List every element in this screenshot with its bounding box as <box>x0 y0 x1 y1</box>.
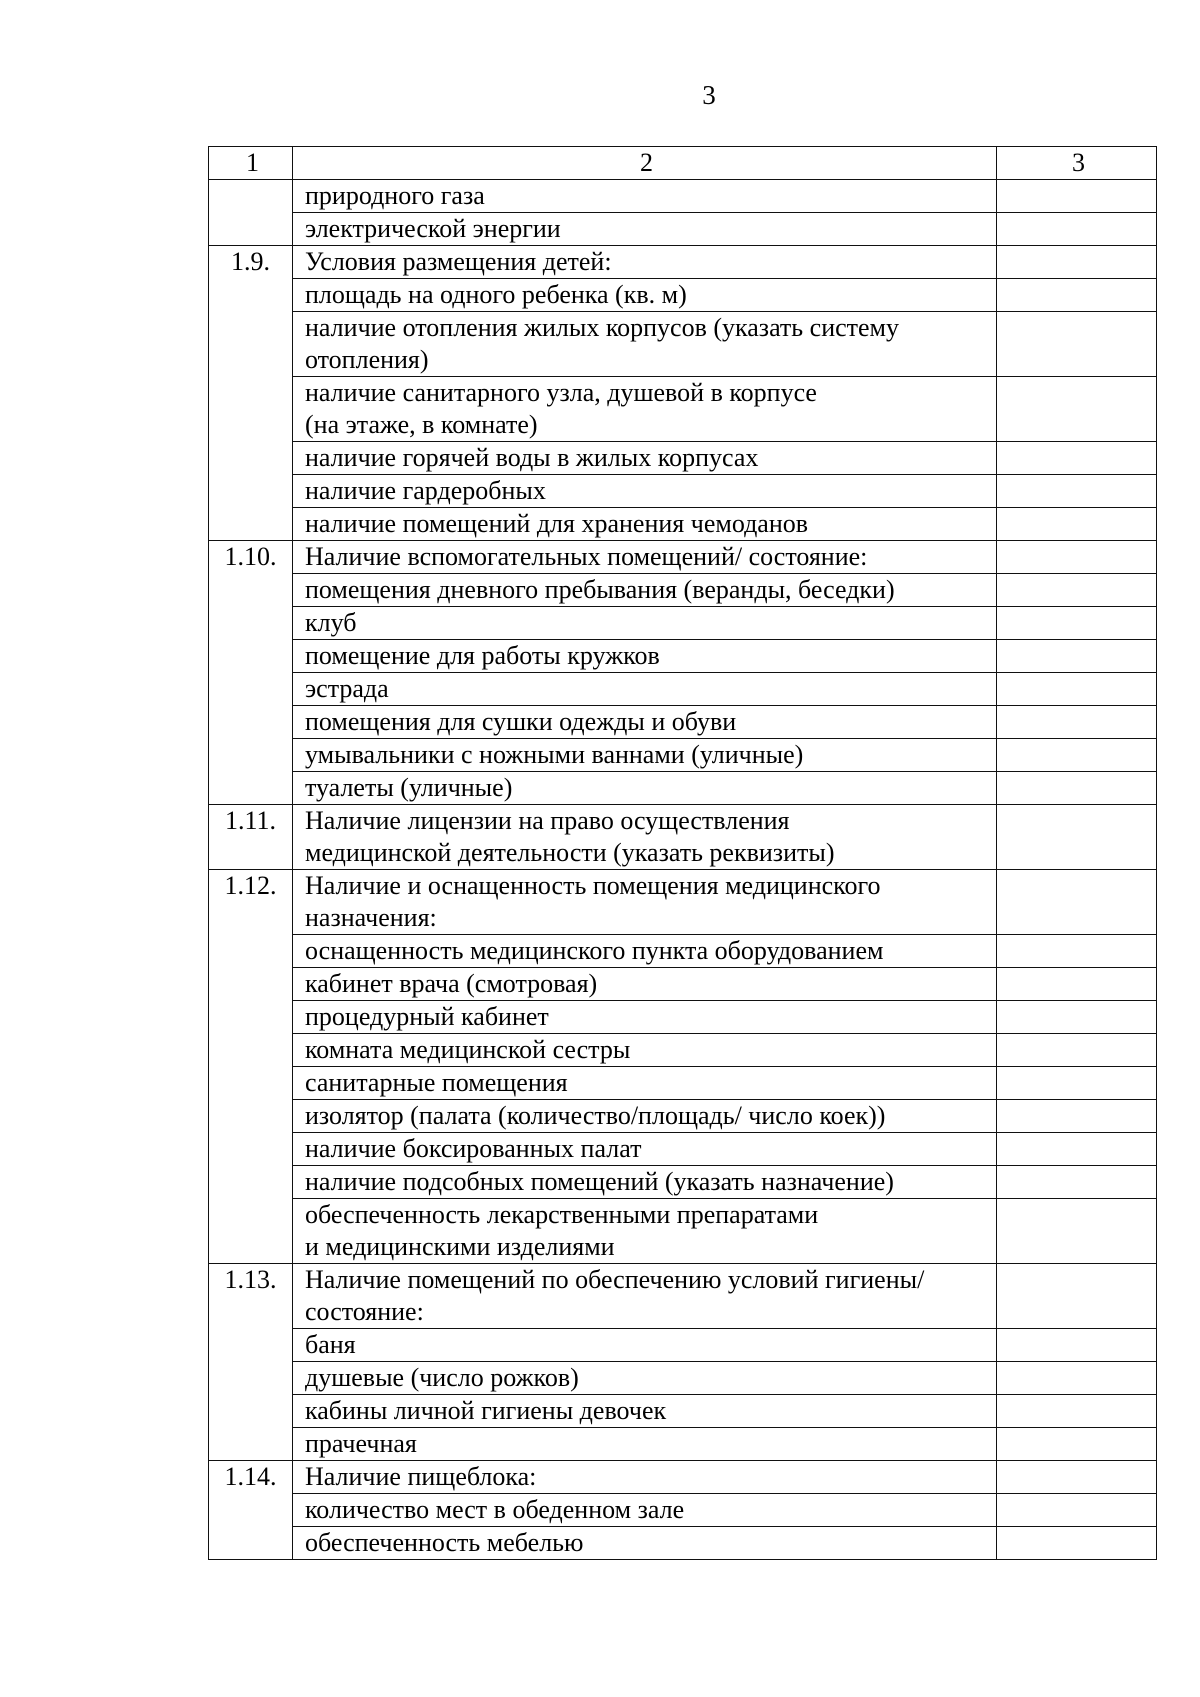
row-description: баня <box>293 1329 997 1362</box>
row-value-cell[interactable] <box>997 805 1157 870</box>
row-value-cell[interactable] <box>997 935 1157 968</box>
table-row <box>209 1001 1157 1034</box>
table-row <box>209 1428 1157 1461</box>
row-value-cell[interactable] <box>997 1362 1157 1395</box>
table-row <box>209 442 1157 475</box>
table-row <box>209 1329 1157 1362</box>
table-row <box>209 1264 1157 1329</box>
row-description: наличие помещений для хранения чемоданов <box>293 508 997 541</box>
row-value-cell[interactable] <box>997 1527 1157 1560</box>
row-value-cell[interactable] <box>997 541 1157 574</box>
column-header-3: 3 <box>997 147 1157 180</box>
row-value-cell[interactable] <box>997 312 1157 377</box>
table-row <box>209 1067 1157 1100</box>
table-row <box>209 1362 1157 1395</box>
row-value-cell[interactable] <box>997 1264 1157 1329</box>
section-number: 1.13. <box>209 1264 293 1461</box>
row-description: природного газа <box>293 180 997 213</box>
row-description: наличие боксированных палат <box>293 1133 997 1166</box>
row-description: кабинет врача (смотровая) <box>293 968 997 1001</box>
row-description: Условия размещения детей: <box>293 246 997 279</box>
table-row <box>209 935 1157 968</box>
row-description: наличие отопления жилых корпусов (указать систему отопления) <box>293 312 997 377</box>
section-number: 1.9. <box>209 246 293 541</box>
row-description: прачечная <box>293 1428 997 1461</box>
row-description: Наличие вспомогательных помещений/ состояние: <box>293 541 997 574</box>
table-row <box>209 1199 1157 1264</box>
row-value-cell[interactable] <box>997 246 1157 279</box>
row-description: помещения для сушки одежды и обуви <box>293 706 997 739</box>
table-row <box>209 1133 1157 1166</box>
page-number: 3 <box>702 80 716 110</box>
row-description: количество мест в обеденном зале <box>293 1494 997 1527</box>
row-description: умывальники с ножными ваннами (уличные) <box>293 739 997 772</box>
row-value-cell[interactable] <box>997 772 1157 805</box>
row-value-cell[interactable] <box>997 1199 1157 1264</box>
table-row <box>209 377 1157 442</box>
table-row <box>209 1461 1157 1494</box>
row-value-cell[interactable] <box>997 213 1157 246</box>
section-number: 1.14. <box>209 1461 293 1560</box>
section-number: 1.11. <box>209 805 293 870</box>
form-table <box>208 146 1157 1560</box>
table-row <box>209 968 1157 1001</box>
row-value-cell[interactable] <box>997 279 1157 312</box>
table-row <box>209 180 1157 213</box>
row-value-cell[interactable] <box>997 706 1157 739</box>
row-value-cell[interactable] <box>997 1494 1157 1527</box>
row-description: площадь на одного ребенка (кв. м) <box>293 279 997 312</box>
row-description: процедурный кабинет <box>293 1001 997 1034</box>
row-description: наличие санитарного узла, душевой в корпусе (на этаже, в комнате) <box>293 377 997 442</box>
table-row <box>209 213 1157 246</box>
row-description: обеспеченность лекарственными препаратами и медицинскими изделиями <box>293 1199 997 1264</box>
row-value-cell[interactable] <box>997 1034 1157 1067</box>
table-row <box>209 1395 1157 1428</box>
row-value-cell[interactable] <box>997 1001 1157 1034</box>
table-row <box>209 541 1157 574</box>
row-description: наличие гардеробных <box>293 475 997 508</box>
section-number <box>209 180 293 246</box>
table-row <box>209 1034 1157 1067</box>
table-row <box>209 772 1157 805</box>
row-description: оснащенность медицинского пункта оборудованием <box>293 935 997 968</box>
table-row <box>209 312 1157 377</box>
row-value-cell[interactable] <box>997 968 1157 1001</box>
row-value-cell[interactable] <box>997 673 1157 706</box>
row-value-cell[interactable] <box>997 1166 1157 1199</box>
row-value-cell[interactable] <box>997 607 1157 640</box>
row-description: клуб <box>293 607 997 640</box>
table-row <box>209 1166 1157 1199</box>
row-value-cell[interactable] <box>997 1395 1157 1428</box>
row-value-cell[interactable] <box>997 442 1157 475</box>
row-description: кабины личной гигиены девочек <box>293 1395 997 1428</box>
table-row <box>209 805 1157 870</box>
row-value-cell[interactable] <box>997 377 1157 442</box>
row-value-cell[interactable] <box>997 1067 1157 1100</box>
row-description: наличие подсобных помещений (указать назначение) <box>293 1166 997 1199</box>
row-description: Наличие и оснащенность помещения медицинского назначения: <box>293 870 997 935</box>
row-value-cell[interactable] <box>997 1428 1157 1461</box>
table-row <box>209 607 1157 640</box>
row-description: санитарные помещения <box>293 1067 997 1100</box>
table-row <box>209 1494 1157 1527</box>
row-description: электрической энергии <box>293 213 997 246</box>
row-description: наличие горячей воды в жилых корпусах <box>293 442 997 475</box>
column-header-1: 1 <box>209 147 293 180</box>
row-description: туалеты (уличные) <box>293 772 997 805</box>
row-value-cell[interactable] <box>997 870 1157 935</box>
row-value-cell[interactable] <box>997 640 1157 673</box>
column-header-2: 2 <box>293 147 997 180</box>
table-row <box>209 739 1157 772</box>
row-description: Наличие помещений по обеспечению условий гигиены/ состояние: <box>293 1264 997 1329</box>
row-description: комната медицинской сестры <box>293 1034 997 1067</box>
row-description: эстрада <box>293 673 997 706</box>
section-number: 1.10. <box>209 541 293 805</box>
table-row <box>209 640 1157 673</box>
section-number: 1.12. <box>209 870 293 1264</box>
row-value-cell[interactable] <box>997 739 1157 772</box>
row-description: обеспеченность мебелью <box>293 1527 997 1560</box>
table-row <box>209 1100 1157 1133</box>
table-row <box>209 246 1157 279</box>
row-value-cell[interactable] <box>997 1133 1157 1166</box>
table-row <box>209 870 1157 935</box>
row-value-cell[interactable] <box>997 475 1157 508</box>
row-value-cell[interactable] <box>997 1100 1157 1133</box>
row-value-cell[interactable] <box>997 508 1157 541</box>
row-description: душевые (число рожков) <box>293 1362 997 1395</box>
table-row <box>209 279 1157 312</box>
table-row <box>209 475 1157 508</box>
table-header-row <box>209 147 1157 180</box>
row-value-cell[interactable] <box>997 1329 1157 1362</box>
table-row <box>209 1527 1157 1560</box>
table-row <box>209 508 1157 541</box>
table-row <box>209 706 1157 739</box>
row-value-cell[interactable] <box>997 180 1157 213</box>
table-row <box>209 673 1157 706</box>
row-value-cell[interactable] <box>997 1461 1157 1494</box>
row-description: помещение для работы кружков <box>293 640 997 673</box>
row-description: Наличие лицензии на право осуществления медицинской деятельности (указать реквизиты) <box>293 805 997 870</box>
row-value-cell[interactable] <box>997 574 1157 607</box>
row-description: изолятор (палата (количество/площадь/ число коек)) <box>293 1100 997 1133</box>
form-table-body <box>209 147 1157 1560</box>
row-description: помещения дневного пребывания (веранды, беседки) <box>293 574 997 607</box>
table-row <box>209 574 1157 607</box>
row-description: Наличие пищеблока: <box>293 1461 997 1494</box>
